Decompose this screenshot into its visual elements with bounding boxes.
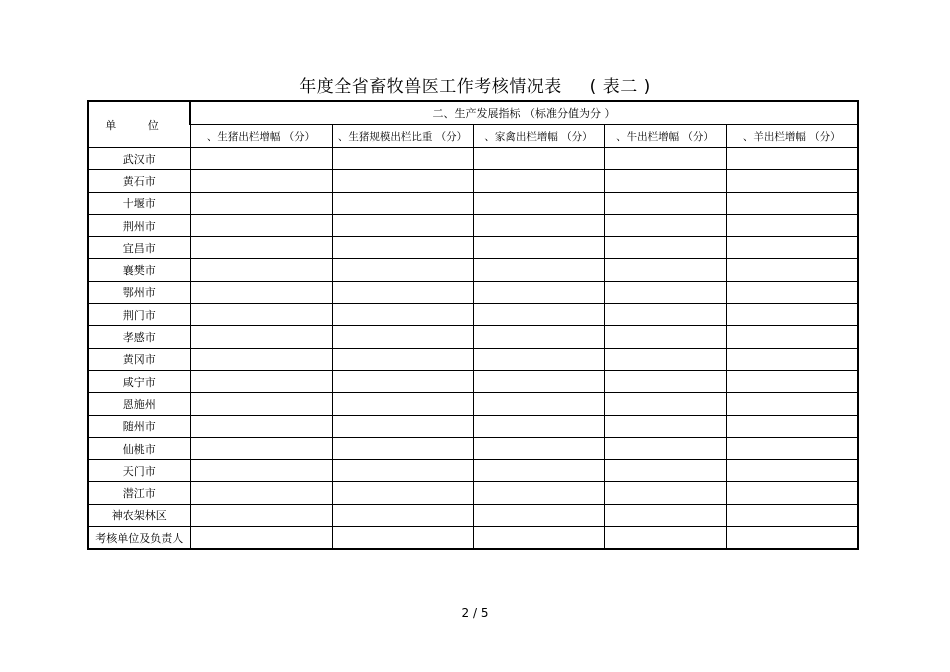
score-cell[interactable] bbox=[604, 326, 726, 348]
score-cell[interactable] bbox=[190, 259, 332, 281]
score-cell[interactable] bbox=[473, 192, 604, 214]
score-cell[interactable] bbox=[726, 460, 858, 482]
table-row bbox=[88, 281, 858, 303]
score-cell[interactable] bbox=[332, 370, 473, 392]
score-cell[interactable] bbox=[726, 281, 858, 303]
score-cell[interactable] bbox=[190, 237, 332, 259]
group-header: 二、生产发展指标 （标准分值为分 ） bbox=[190, 101, 858, 125]
column-header: 、家禽出栏增幅 （分） bbox=[473, 125, 604, 148]
score-cell[interactable] bbox=[604, 192, 726, 214]
table-row bbox=[88, 348, 858, 370]
score-cell[interactable] bbox=[473, 148, 604, 170]
score-cell[interactable] bbox=[604, 370, 726, 392]
score-cell[interactable] bbox=[190, 326, 332, 348]
table-row bbox=[88, 148, 858, 170]
table-body bbox=[88, 148, 858, 550]
score-cell[interactable] bbox=[726, 437, 858, 459]
score-cell[interactable] bbox=[726, 148, 858, 170]
table-row bbox=[88, 192, 858, 214]
score-cell[interactable] bbox=[604, 170, 726, 192]
score-cell[interactable] bbox=[473, 170, 604, 192]
row-label: 黄石市 bbox=[88, 170, 190, 192]
score-cell[interactable] bbox=[190, 281, 332, 303]
row-label: 仙桃市 bbox=[88, 437, 190, 459]
score-cell[interactable] bbox=[332, 460, 473, 482]
score-cell[interactable] bbox=[473, 326, 604, 348]
score-cell[interactable] bbox=[726, 527, 858, 550]
score-cell[interactable] bbox=[332, 482, 473, 504]
unit-header: 单 位 bbox=[88, 101, 190, 148]
score-cell[interactable] bbox=[726, 504, 858, 526]
score-cell[interactable] bbox=[726, 237, 858, 259]
score-cell[interactable] bbox=[604, 482, 726, 504]
score-cell[interactable] bbox=[726, 214, 858, 236]
score-cell[interactable] bbox=[190, 192, 332, 214]
column-header: 、牛出栏增幅 （分） bbox=[604, 125, 726, 148]
score-cell[interactable] bbox=[190, 415, 332, 437]
title-main: 年度全省畜牧兽医工作考核情况表 bbox=[299, 77, 562, 97]
score-cell[interactable] bbox=[473, 393, 604, 415]
score-cell[interactable] bbox=[726, 393, 858, 415]
page-title bbox=[0, 72, 950, 97]
row-label: 天门市 bbox=[88, 460, 190, 482]
table-row bbox=[88, 370, 858, 392]
score-cell[interactable] bbox=[726, 304, 858, 326]
score-cell[interactable] bbox=[473, 504, 604, 526]
score-cell[interactable] bbox=[726, 370, 858, 392]
table-row bbox=[88, 415, 858, 437]
score-cell[interactable] bbox=[332, 237, 473, 259]
score-cell[interactable] bbox=[473, 460, 604, 482]
score-cell[interactable] bbox=[332, 281, 473, 303]
score-cell[interactable] bbox=[332, 148, 473, 170]
score-cell[interactable] bbox=[473, 237, 604, 259]
score-cell[interactable] bbox=[190, 504, 332, 526]
table-row bbox=[88, 259, 858, 281]
row-label: 宜昌市 bbox=[88, 237, 190, 259]
row-label: 神农架林区 bbox=[88, 504, 190, 526]
score-cell[interactable] bbox=[604, 348, 726, 370]
score-cell[interactable] bbox=[604, 237, 726, 259]
row-label: 考核单位及负责人 bbox=[88, 527, 190, 550]
score-cell[interactable] bbox=[332, 170, 473, 192]
score-cell[interactable] bbox=[604, 281, 726, 303]
column-header: 、羊出栏增幅 （分） bbox=[726, 125, 858, 148]
score-cell[interactable] bbox=[726, 348, 858, 370]
score-cell[interactable] bbox=[190, 370, 332, 392]
score-cell[interactable] bbox=[726, 326, 858, 348]
score-cell[interactable] bbox=[473, 348, 604, 370]
score-cell[interactable] bbox=[473, 259, 604, 281]
score-cell[interactable] bbox=[473, 370, 604, 392]
score-cell[interactable] bbox=[332, 504, 473, 526]
column-header: 、生猪规模出栏比重 （分） bbox=[332, 125, 473, 148]
score-cell[interactable] bbox=[332, 348, 473, 370]
assessment-table bbox=[87, 100, 859, 550]
column-header: 、生猪出栏增幅 （分） bbox=[190, 125, 332, 148]
row-label: 十堰市 bbox=[88, 192, 190, 214]
row-label: 荆州市 bbox=[88, 214, 190, 236]
score-cell[interactable] bbox=[332, 415, 473, 437]
row-label: 咸宁市 bbox=[88, 370, 190, 392]
score-cell[interactable] bbox=[604, 437, 726, 459]
row-label: 潜江市 bbox=[88, 482, 190, 504]
table-row bbox=[88, 237, 858, 259]
score-cell[interactable] bbox=[604, 214, 726, 236]
score-cell[interactable] bbox=[190, 214, 332, 236]
table-row bbox=[88, 214, 858, 236]
score-cell[interactable] bbox=[473, 304, 604, 326]
score-cell[interactable] bbox=[604, 148, 726, 170]
table-row bbox=[88, 504, 858, 526]
page-number: 2 / 5 bbox=[461, 606, 489, 620]
title-suffix: ( 表二 ) bbox=[589, 77, 651, 97]
score-cell[interactable] bbox=[473, 415, 604, 437]
row-label: 荆门市 bbox=[88, 304, 190, 326]
score-cell[interactable] bbox=[726, 259, 858, 281]
score-cell[interactable] bbox=[332, 304, 473, 326]
score-cell[interactable] bbox=[332, 393, 473, 415]
row-label: 随州市 bbox=[88, 415, 190, 437]
table-row bbox=[88, 393, 858, 415]
score-cell[interactable] bbox=[332, 437, 473, 459]
score-cell[interactable] bbox=[190, 170, 332, 192]
header-row-1 bbox=[88, 101, 858, 125]
score-cell[interactable] bbox=[190, 527, 332, 550]
table-row bbox=[88, 437, 858, 459]
table-row bbox=[88, 527, 858, 550]
score-cell[interactable] bbox=[332, 259, 473, 281]
row-label: 孝感市 bbox=[88, 326, 190, 348]
score-cell[interactable] bbox=[190, 348, 332, 370]
score-cell[interactable] bbox=[473, 437, 604, 459]
score-cell[interactable] bbox=[190, 437, 332, 459]
score-cell[interactable] bbox=[604, 304, 726, 326]
table-row bbox=[88, 460, 858, 482]
score-cell[interactable] bbox=[473, 527, 604, 550]
score-cell[interactable] bbox=[190, 460, 332, 482]
score-cell[interactable] bbox=[190, 482, 332, 504]
table-row bbox=[88, 482, 858, 504]
score-cell[interactable] bbox=[332, 214, 473, 236]
table-row bbox=[88, 170, 858, 192]
score-cell[interactable] bbox=[190, 148, 332, 170]
score-cell[interactable] bbox=[604, 259, 726, 281]
score-cell[interactable] bbox=[332, 192, 473, 214]
table-row bbox=[88, 304, 858, 326]
row-label: 襄樊市 bbox=[88, 259, 190, 281]
table-row bbox=[88, 326, 858, 348]
header-row-2 bbox=[88, 125, 858, 148]
score-cell[interactable] bbox=[726, 482, 858, 504]
score-cell[interactable] bbox=[473, 482, 604, 504]
row-label: 黄冈市 bbox=[88, 348, 190, 370]
score-cell[interactable] bbox=[604, 393, 726, 415]
score-cell[interactable] bbox=[190, 393, 332, 415]
score-cell[interactable] bbox=[726, 170, 858, 192]
score-cell[interactable] bbox=[604, 415, 726, 437]
row-label: 鄂州市 bbox=[88, 281, 190, 303]
score-cell[interactable] bbox=[473, 281, 604, 303]
row-label: 恩施州 bbox=[88, 393, 190, 415]
row-label: 武汉市 bbox=[88, 148, 190, 170]
score-cell[interactable] bbox=[604, 504, 726, 526]
score-cell[interactable] bbox=[473, 214, 604, 236]
score-cell[interactable] bbox=[604, 527, 726, 550]
score-cell[interactable] bbox=[604, 460, 726, 482]
score-cell[interactable] bbox=[332, 527, 473, 550]
score-cell[interactable] bbox=[726, 415, 858, 437]
score-cell[interactable] bbox=[190, 304, 332, 326]
score-cell[interactable] bbox=[726, 192, 858, 214]
score-cell[interactable] bbox=[332, 326, 473, 348]
